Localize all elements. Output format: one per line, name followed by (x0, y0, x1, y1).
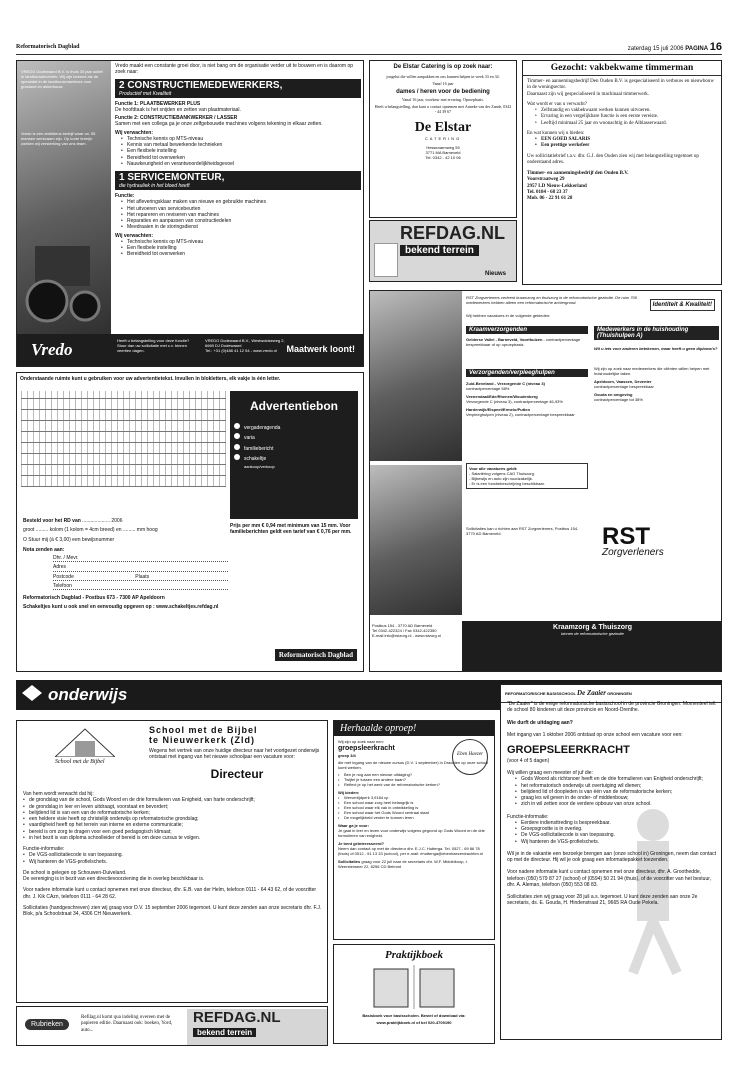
vredo-service-tasks: • Het afleveringsklaar maken van nieuwe en gebruikte machines • Het uitvoeren van servicebeurten • Het repareren en reviseren van machines • Reparaties en aanpassen van constructiedelen • Meedraaien in de storingsdienst (121, 199, 361, 230)
caregiver-photo (370, 465, 462, 615)
vredo-footer: Vredo Heeft u belangstelling voor deze functie? Stuur dan uw sollicitatie met c.v. binnen veertien dagen. VREDO Dodewaard B.V., Westwoldseweg 2, 6669 DJ Dodewaard Tel.: +31 (0)488 41 12 54 - www.vredo.nl Maatwerk loont! (17, 334, 363, 366)
book-illustration (364, 965, 464, 1009)
option-vergaderagenda[interactable]: vergaderagenda (234, 423, 354, 431)
timmerman-title: Gezocht: vakbekwame timmerman (523, 61, 721, 76)
praktijkboek-url[interactable]: www.praktijkboek.nl of bel 020-4709190 (376, 1020, 452, 1025)
field-address[interactable]: Adres (53, 564, 228, 571)
page-header (16, 41, 722, 55)
school-bijbel-nieuwerkerk: School met de Bijbel School met de Bijbel te Nieuwerkerk (Zld) Wegens het vertrek van onze huidige directeur naar het voortgezet onderwijs ontstaat met ingang van het nieuwe schooljaar een vacature voor: Directeur Van hem wordt verwacht dat hij: • de grondslag van de school, Gods Woord en de drie formulieren van Enigheid, van harte onderschrijft; • de grondslag in leer en leven uitdraagt, voorstaat en bevordert; • belijdend lid is van een van de reformatorische kerken; • een heldere visie heeft op christelijk onderwijs op reformatorische grondslag; • vaardigheid heeft op het terrein van interne en externe communicatie; • bereid is om zorg te dragen voor een goed pedagogisch klimaat; • in het bezit is van diploma schoolleider of bereid is om deze cursus te volgen. Functie-informatie: • De VGS-sollicitatiecode is van toepassing. • Wij hanteren de VGS-profielschets. De school is gelegen op Schouwen-Duiveland. De vereniging is in bezit van een directievoorziening die in overleg beschikbaar is. Voor nadere informatie kunt u contact opnemen met onze directeur, dhr. E.B. van der Helm, telefoon 0111 - 64 43 62, of de voorzitter dhr. J. Kik CAzn, telefoon 0111 - 64 28 62. Sollicitaties (handgeschreven) zien wij graag voor D.V. 15 september 2006 tegemoet. U kunt deze zenden aan onze secretaris dhr. F.J. Blok, p/a Schoolstraat 34, 4306 CH Nieuwerkerk. (16, 720, 328, 1003)
option-familiebericht[interactable]: familiebericht (234, 444, 354, 452)
publication-name: Reformatorisch Dagblad (16, 44, 80, 50)
refdag-banner-bottom[interactable]: REFDAG.NL bekend terrein (187, 1009, 327, 1045)
letter-grid[interactable] (21, 391, 226, 487)
vredo-requirements: • Technische kennis op MTS-niveau • Kennis van metaal bewerkende technieken • Een flexibele instelling • Bereidheid tot overwerken • Nauwkeurigheid en verantwoordelijkheidsgevoel (121, 136, 361, 167)
rubrieken-ad[interactable]: Rubrieken Refilag.nl komt qua indeling overeen met de papieren editie. Daarnaast ook: boeken, Yord, auto... REFDAG.NL bekend terrein (16, 1006, 328, 1046)
screen-thumbnail (374, 243, 398, 277)
advert-title-box: Advertentiebon vergaderagenda varia familiebericht schakeltje aankoop/verkoop (230, 391, 358, 519)
refdag-banner-top[interactable]: REFDAG.NL bekend terrein Nieuws (369, 220, 517, 282)
tractor-illustration (25, 236, 105, 326)
vredo-logo: Vredo (31, 340, 73, 359)
school-building-icon (55, 727, 115, 757)
praktijkboek-title: Praktijkboek (384, 949, 444, 961)
field-phone[interactable]: Telefoon (53, 583, 228, 590)
praktijkboek-ad[interactable]: Praktijkboek Basisboek voor basisscholen. Bestel of download via: www.praktijkboek.nl of bel 020-4709190 (333, 944, 495, 1044)
elstar-logo: De Elstar (414, 119, 472, 135)
section-title: onderwijs (48, 685, 128, 704)
rst-zorgverleners-ad: RST Zorgverleners verleent kraamzorg en thuiszorg in de reformatorische gezindte. De ruim 700 medewerkers hebben alleen een reformatorische achtergrond. Identiteit & Kwaliteit! Wij hebben vacatures in de volgende gebieden: Kraamverzorgenden Gelderse Vallei - Barneveld, Voorthuizen - contractpercentage bespreekbaar of op oproepbasis. Verzorgenden/verpleeghulpen Zuid-Beveland - Verzorgende C (niveau 3) contractpercentage 58% Veenendaal/Ede/Rhenen/Woudenberg Verzorgende C (niveau 3), contractpercentage 46-93% Harderwijk/Elspeet/Ermelo/Putten Verpleeghulpen (niveau 2), contractpercentage bespreekbaar Voor alle vacatures geldt: - Salariëring volgens CAO Thuiszorg. - Bijbewijs en auto zijn noodzakelijk. - Er is een functiebeschrijving beschikbaar. Medewerkers in de huishouding (Thuishulpen A) Wil u iets voor anderen betekenen, maar heeft u geen diploma's? Wij zijn op zoek naar medewerkers die cliënten willen helpen met huishoudelijke taken. Apeldoorn, Vaassen, Deventer contractpercentage bespreekbaar Gouda en omgeving contractpercentage tot 38% Sollicitaties kan u richten aan RST Zorgverleners, Postbus 154, 3770 AD Barneveld. RST Zorgverleners Postbus 154 - 3770 AD Barneveld Tel 0342-422324 / Fax 0342-422350 E-mail info@rstzorg.nl - www.rstzorg.nl Kraamzorg & Thuiszorg binnen de reformatorische gezindte (369, 290, 722, 672)
page-date: zaterdag 15 juli 2006 PAGINA 16 (627, 41, 722, 53)
role-groepsleerkracht: GROEPSLEERKRACHT (507, 744, 630, 756)
timmerman-ad: Gezocht: vakbekwame timmerman Timmer- en aannemingsbedrijf Den Ouden B.V. is gespecialiseerd in verbouw en nieuwbouw in de woningsector. Daarnaast zijn wij gespecialiseerd in machinaal timmerwerk. Wat wordt er van u verwacht? • Zelfstandig en vakbekwaam werken kunnen uitvoeren. • Ervaring in een vergelijkbare functie is een eerste vereiste. • Leeftijd minimaal 25 jaar en woonachtig in de Alblasserwaard. En wat kunnen wij u bieden: • EEN GOED SALARIS • Een prettige werksfeer Uw sollicitatiebrief t.a.v. dhr. G.J. den Ouden zien wij met belangstelling tegemoet op onderstaand adres. Timmer- en aannemingsbedrijf den Ouden B.V. Voorstraatweg 29 2957 LD Nieuw-Lekkerland Tel. 0184 - 68 23 37 Mob. 06 - 22 91 61 28 (522, 60, 722, 285)
eben-haezer-seal: Eben Haezer (452, 739, 488, 775)
elstar-catering-ad: De Elstar Catering is op zoek naar: jongelui die willen aanpakken en ons kunnen helpen in week 33 en 34. Vanaf 16 jaar dames / heren voor de bediening Vanaf 16 jaar, voorkeur met ervaring. Oproepbasis. Heeft u belangstelling, dan kunt u contact opnemen met Anneke van der Zande, 0342 - 44 39 67 De Elstar CATERING Hessenarmweg 59 3771 MA Barneveld Tel. 0342 - 42 10 06 (369, 60, 517, 218)
onderwijs-icon (22, 685, 42, 705)
field-name[interactable]: Dhr. / Mevr. (53, 555, 228, 562)
rst-footer: Kraamzorg & Thuiszorg binnen de reformatorische gezindte (462, 621, 722, 672)
rst-logo: RST Zorgverleners (602, 523, 664, 558)
maatwerk-slogan: Maatwerk loont! (286, 344, 355, 354)
page-number: 16 (709, 41, 722, 53)
headline-service: 1 SERVICEMONTEUR, die hydrauliek in het bloed heeft (115, 171, 361, 190)
rd-logo: Reformatorisch Dagblad (275, 649, 357, 661)
director-requirements: • de grondslag van de school, Gods Woord en de drie formulieren van Enigheid, van harte onderschrijft; • de grondslag in leer en leven uitdraagt, voorstaat en bevordert; • belijdend lid is van een van de reformatorische kerken; • een heldere visie heeft op christelijk onderwijs op reformatorische grondslag; • vaardigheid heeft op het terrein van interne en externe communicatie; • bereid is om zorg te dragen voor een goed pedagogisch klimaat; • in het bezit is van diploma schoolleider of bereid is om deze cursus te volgen. (23, 797, 323, 841)
role-directeur: Directeur (210, 766, 264, 781)
de-zaaier-ad: REFORMATORISCHE BASISSCHOOL De Zaaier GRONINGEN "De Zaaier" is de enige reformatorische basisschool in de provincie Groningen. Momenteel telt de school 80 kinderen uit deze provincie en Noord-Drenthe. Wie durft de uitdaging aan? Met ingang van 1 oktober 2006 ontstaat op onze school een vacature voor een: GROEPSLEERKRACHT (voor 4 of 5 dagen) Wij willen graag een meester of juf die: • Gods Woord als richtsnoer heeft en de drie formulieren van Enigheid onderschrijft; • het reformatorisch onderwijs uit overtuiging wil dienen; • belijdend lid of doopleden is van één van de reformatorische kerken; • graag les wil geven in de onder- of middenbouw; • zich in wil zetten voor de verdere opbouw van onze school. Functie-informatie: • Eerdere indiensttreding is bespreekbaar. • Groepsgrootte is in overleg. • De VGS-sollicitatiecode is van toepassing. • Wij hanteren de VGS-profielschets. Wil je in de vakantie een bezoekje brengen aan (onze school in) Groningen, neem dan contact op met de directeur. Hij wil je ook graag een informatiepakket toezenden. Voor nadere informatie kunt u contact opnemen met onze directeur, dhr. A. Groothedde, telefoon (050) 579 87 27 (school) of (0594) 50 21 94 (thuis), of de voorzitter van het bestuur, dhr. A. Aleman, telefoon (050) 553 08 83. Sollicitaties zien wij graag voor 28 juli a.s. tegemoet. U kunt deze zenden aan onze 2e secretaris, ds. E. Gouda, H. Hindenstraat 21, 9665 RA Oude Pekela. (500, 684, 722, 1040)
headline-construct: 2 CONSTRUCTIEMEDEWERKERS, Productief met Kwaliteit (115, 79, 361, 98)
school-logo: School met de Bijbel (25, 727, 145, 782)
rubrieken-badge: Rubrieken (25, 1019, 69, 1030)
option-schakeltje[interactable]: schakeltje (234, 454, 354, 462)
tractor-photo: VREDO Dodewaard B.V. is thuis 30 jaar actief in landbouwtechniek. Wij zijn bekend als de specialist in de landbouwmachines voor grasland en akkerbouw. Vredo is een ambitieus bedrijf waar ca. 55 mensen werkzaam zijn. Op korte termijn zoeken wij versterking van ons team. (17, 61, 111, 336)
option-varia[interactable]: varia (234, 433, 354, 441)
refdag-logo: REFDAG.NL (400, 223, 505, 243)
nurse-photo (370, 291, 462, 461)
field-postcode[interactable]: Postcode Plaats (53, 574, 228, 581)
vredo-content: Vredo maakt een constante groei door, is niet bang om de organisatie verder uit te bouwen en is daarom op zoek naar: 2 CONSTRUCTIEMEDEWERKERS, Productief met Kwaliteit Functie 1: PLAATBEWERKER PLUS De hoofdtaak is het snijden en zetten van plaatmateriaal. Functie 2: CONSTRUCTIEBANKWERKER / LASSER Samen met een collega ga je onze zelfgebouwde machines volgens tekening in elkaar zetten. Wij verwachten: • Technische kennis op MTS-niveau • Kennis van metaal bewerkende technieken • Een flexibele instelling • Bereidheid tot overwerken • Nauwkeurigheid en verantwoordelijkheidsgevoel 1 SERVICEMONTEUR, die hydrauliek in het bloed heeft Functie: • Het afleveringsklaar maken van nieuwe en gebruikte machines • Het uitvoeren van servicebeurten • Het repareren en reviseren van machines • Reparaties en aanpassen van constructiedelen • Meedraaien in de storingsdienst Wij verwachten: • Technische kennis op MTS-niveau • Een flexibele instelling • Bereidheid tot overwerken (115, 63, 361, 258)
zaaier-requirements: • Gods Woord als richtsnoer heeft en de drie formulieren van Enigheid onderschrijft; • het reformatorisch onderwijs uit overtuiging wil dienen; • belijdend lid of doopleden is van één van de reformatorische kerken; • graag les wil geven in de onder- of middenbouw; • zich in wil zetten voor de verdere opbouw van onze school. (515, 776, 717, 807)
schakeltjes-link[interactable]: Schakeltjes kunt u ook snel en eenvoudig opgeven op : www.schakeltjes.refdag.nl (23, 604, 219, 611)
identity-logo: Identiteit & Kwaliteit! (650, 299, 715, 311)
herhaalde-oproep-ad: Herhaalde oproep! Wij zijn op zoek naar een: groepsleerkracht groep 3/4 Eben Haezer die met ingang van de nieuwe cursus (D.V. 1 september) in Drachten op onze school komt werken. • Ben je nog aan een nieuwe uitdaging? • Twijfel je tussen een andere baan? • Reflect je op het werk van de reformatorische kerken? Wij bieden: • Wervertijdperk 3,9184 cp • Een school waar zorg heel belangrijk is • Een school waar elk vak in ontwikkeling is • Een school waar het Gods Woord centraal staat • De mogelijkheid verder te kunnen leren Waar ga je voor: Je gaat in leer en leven voor onderwijs volgens gegrond op Gods Woord en de drie formulieren van enigheid. Je bent geïnteresseerd? Neem dan contact op met de directeur dhr. E.J.C. Hutterga. Tel. 0527 - 69 86 78 (thuis) of 0512 - 51 13 33 (school), per e-mail: ehuttenga@ebenhaezerdrachten.nl Sollicitaties graag voor 22 juli naar de secretaris dhr. W.F. Middelkoop, t. Weersterweer 22, 8256 CD Belmmt (333, 720, 495, 940)
advertentiebon: Onderstaande ruimte kunt u gebruiken voor uw advertentietekst. Invullen in blokletters, elk vakje is één letter. Advertentiebon vergaderagenda varia familiebericht schakeltje aankoop/verkoop Prijs per mm € 0,94 met minimum van 15 mm. Voor familieberichten geldt een tarief van € 0,76 per mm. Besteld voor het RD van .................... 2006 groot ......... kolom (1 kolom = 4cm breed) en ......... mm hoog O Stuur mij (á € 3,00) een bewijsnummer Nota zenden aan: Dhr. / Mevr. Adres Postcode Plaats Telefoon Reformatorisch Dagblad - Postbus 673 - 7300 AP Apeldoorn Schakeltjes kunt u ook snel en eenvoudig opgeven op : www.schakeltjes.refdag.nl Reformatorisch Dagblad (16, 372, 364, 672)
herhaalde-title: Herhaalde oproep! (334, 721, 494, 736)
vredo-ad (16, 60, 364, 367)
